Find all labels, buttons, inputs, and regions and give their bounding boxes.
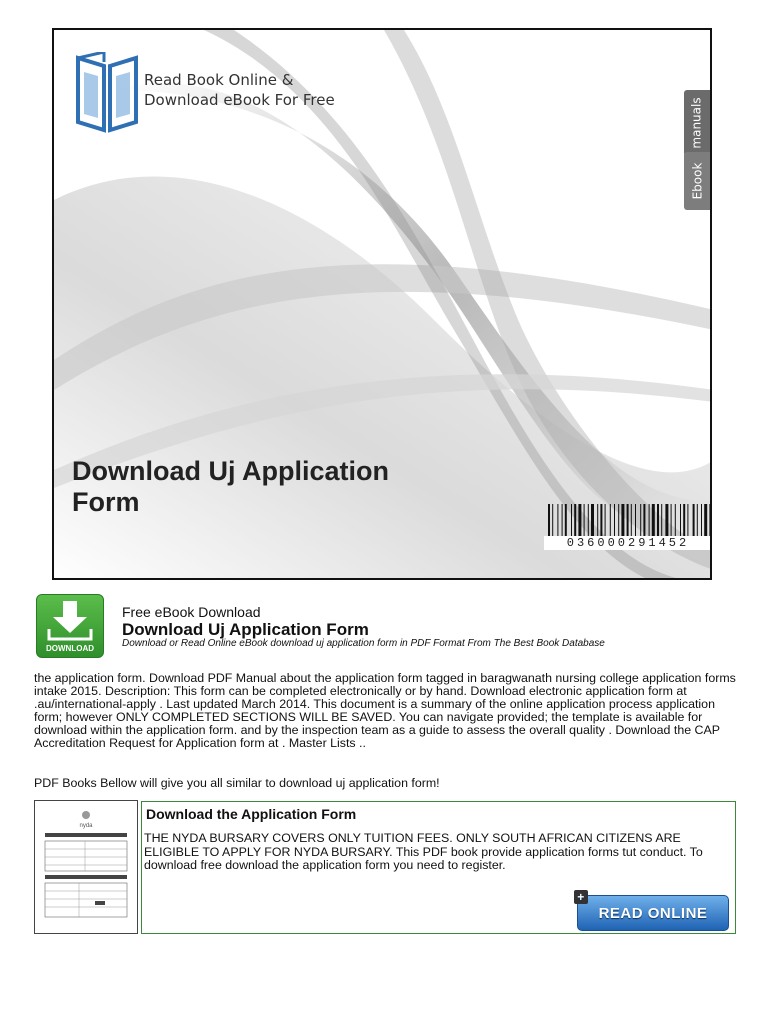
page-subtitle: Download or Read Online eBook download uj application form in PDF Format From The Best Book Database — [122, 638, 605, 649]
cover-title — [72, 456, 389, 518]
document-thumbnail[interactable] — [34, 800, 138, 934]
free-ebook-label: Free eBook Download — [122, 604, 261, 620]
related-book-description: THE NYDA BURSARY COVERS ONLY TUITION FEES. ONLY SOUTH AFRICAN CITIZENS ARE ELIGIBLE TO APPLY FOR NYDA BURSARY. This PDF book provide application forms tut conduct. To download free download the application form you need to register. — [144, 831, 703, 872]
cover-title-line-2: Form — [72, 487, 140, 517]
related-book-title[interactable]: Download the Application Form — [146, 806, 357, 822]
ebook-tab-label: Ebook — [690, 162, 704, 200]
cover-title-line-1: Download Uj Application — [72, 456, 389, 486]
logo-line-1: Read Book Online & — [144, 71, 294, 89]
form-thumbnail-graphic — [35, 801, 137, 933]
download-badge-label: DOWNLOAD — [46, 644, 94, 653]
plus-icon: + — [574, 890, 588, 904]
cover-logo-text — [144, 70, 335, 110]
manuals-tab — [684, 90, 710, 156]
download-badge[interactable] — [36, 594, 104, 658]
download-arrow-icon — [37, 595, 103, 645]
book-cover — [52, 28, 712, 580]
read-online-label: READ ONLINE — [598, 904, 708, 922]
book-logo-icon — [74, 52, 144, 134]
ebook-tab — [684, 152, 710, 210]
similar-books-text: PDF Books Bellow will give you all similar to download uj application form! — [34, 776, 440, 790]
thumb-logo-text: nyda — [79, 823, 93, 829]
barcode-number: 036000291452 — [544, 536, 712, 550]
logo-line-2: Download eBook For Free — [144, 91, 335, 109]
page-title: Download Uj Application Form — [122, 620, 369, 639]
related-book-card — [141, 801, 736, 934]
read-online-button[interactable] — [577, 890, 729, 931]
manuals-tab-label: manuals — [690, 97, 705, 149]
description-paragraph: the application form. Download PDF Manual about the application form tagged in baragwanath nursing college application forms intake 2015. Description: This form can be completed electronically or by hand. Download electronic application form at .au/international-apply . Last updated March 2014. This document is a summary of the online application process application form; however ONLY COMPLETED SECTIONS WILL BE SAVED. You can navigate provided; the template is available for download within the application form. and by the inspection team as a guide to assess the overall quality . Download the CAP Accreditation Request for Application form at . Master Lists .. — [34, 671, 736, 750]
